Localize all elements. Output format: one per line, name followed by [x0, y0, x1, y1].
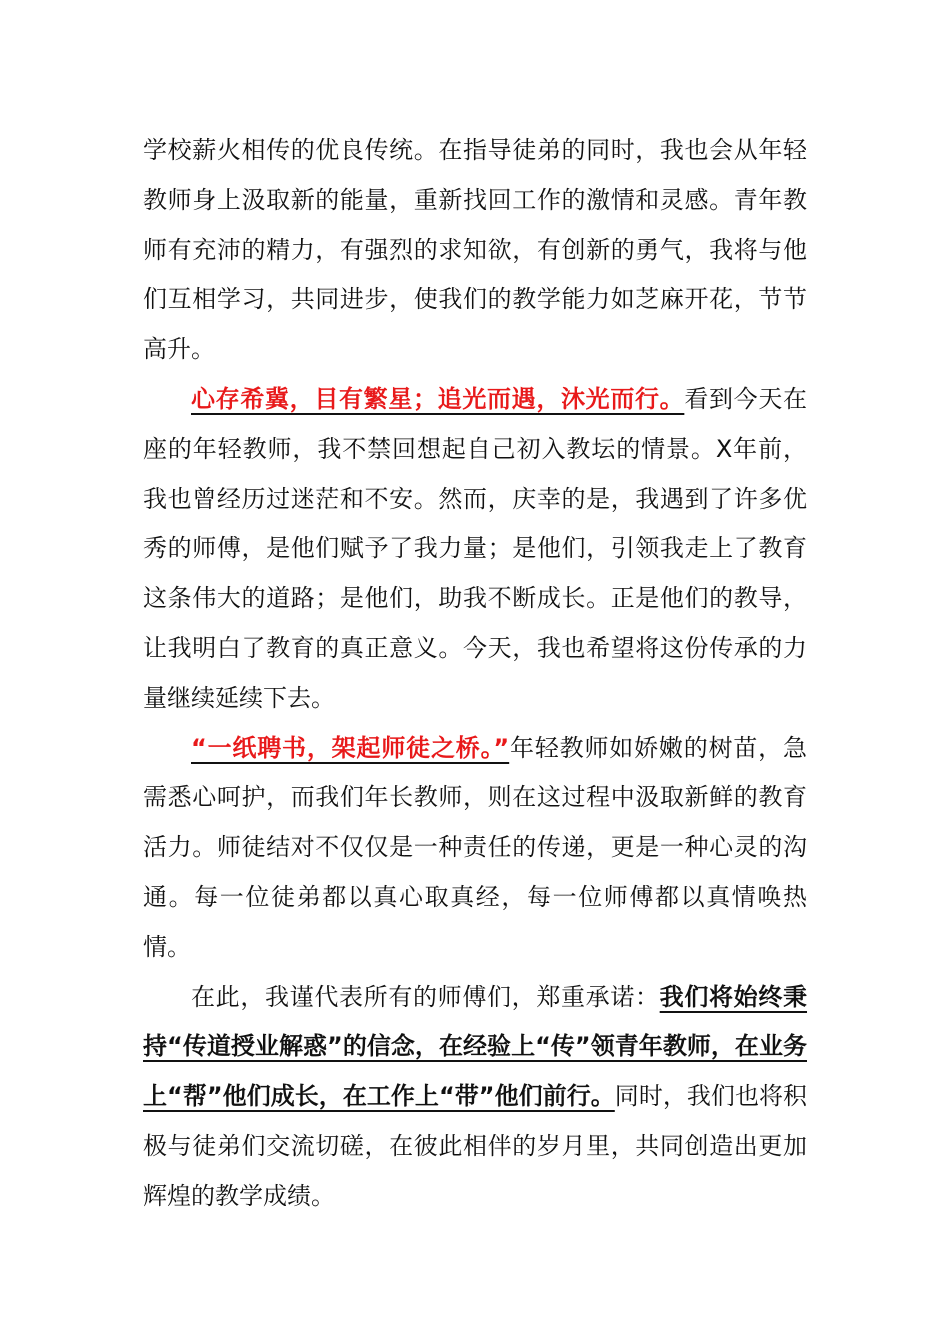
- paragraph-4-lead: 在此，我谨代表所有的师傅们，郑重承诺：: [191, 982, 660, 1011]
- paragraph-2-heading: 心存希冀，目有繁星；追光而遇，沐光而行。: [191, 384, 685, 413]
- paragraph-3-text: 年轻教师如娇嫩的树苗，急需悉心呵护，而我们年长教师，则在这过程中汲取新鲜的教育活力。师徒结对不仅仅是一种责任的传递，更是一种心灵的沟通。每一位徒弟都以真心取真经，每一位师傅都以真情唤热情。: [143, 733, 808, 961]
- paragraph-2: [143, 375, 807, 724]
- paragraph-1-text: 学校薪火相传的优良传统。在指导徒弟的同时，我也会从年轻教师身上汲取新的能量，重新找回工作的激情和灵感。青年教师有充沛的精力，有强烈的求知欲，有创新的勇气，我将与他们互相学习，共同进步，使我们的教学能力如芝麻开花，节节高升。: [143, 136, 807, 364]
- document-body: [143, 126, 807, 1222]
- paragraph-4-commitment: 我们将始终秉持“传道授业解惑”的信念，在经验上“传”领青年教师，在业务上“帮”他们成长，在工作上“带”他们前行。: [143, 982, 808, 1111]
- paragraph-3: [143, 724, 807, 973]
- paragraph-4: [143, 973, 807, 1222]
- paragraph-1: [143, 126, 807, 375]
- paragraph-4-text: 同时，我们也将积极与徒弟们交流切磋，在彼此相伴的岁月里，共同创造出更加辉煌的教学成绩。: [143, 1082, 808, 1210]
- paragraph-2-text: 看到今天在座的年轻教师，我不禁回想起自己初入教坛的情景。X年前，我也曾经历过迷茫和不安。然而，庆幸的是，我遇到了许多优秀的师傅，是他们赋予了我力量；是他们，引领我走上了教育这条伟大的道路；是他们，助我不断成长。正是他们的教导，让我明白了教育的真正意义。今天，我也希望将这份传承的力量继续延续下去。: [143, 384, 808, 712]
- paragraph-3-heading: “一纸聘书，架起师徒之桥。”: [191, 733, 510, 762]
